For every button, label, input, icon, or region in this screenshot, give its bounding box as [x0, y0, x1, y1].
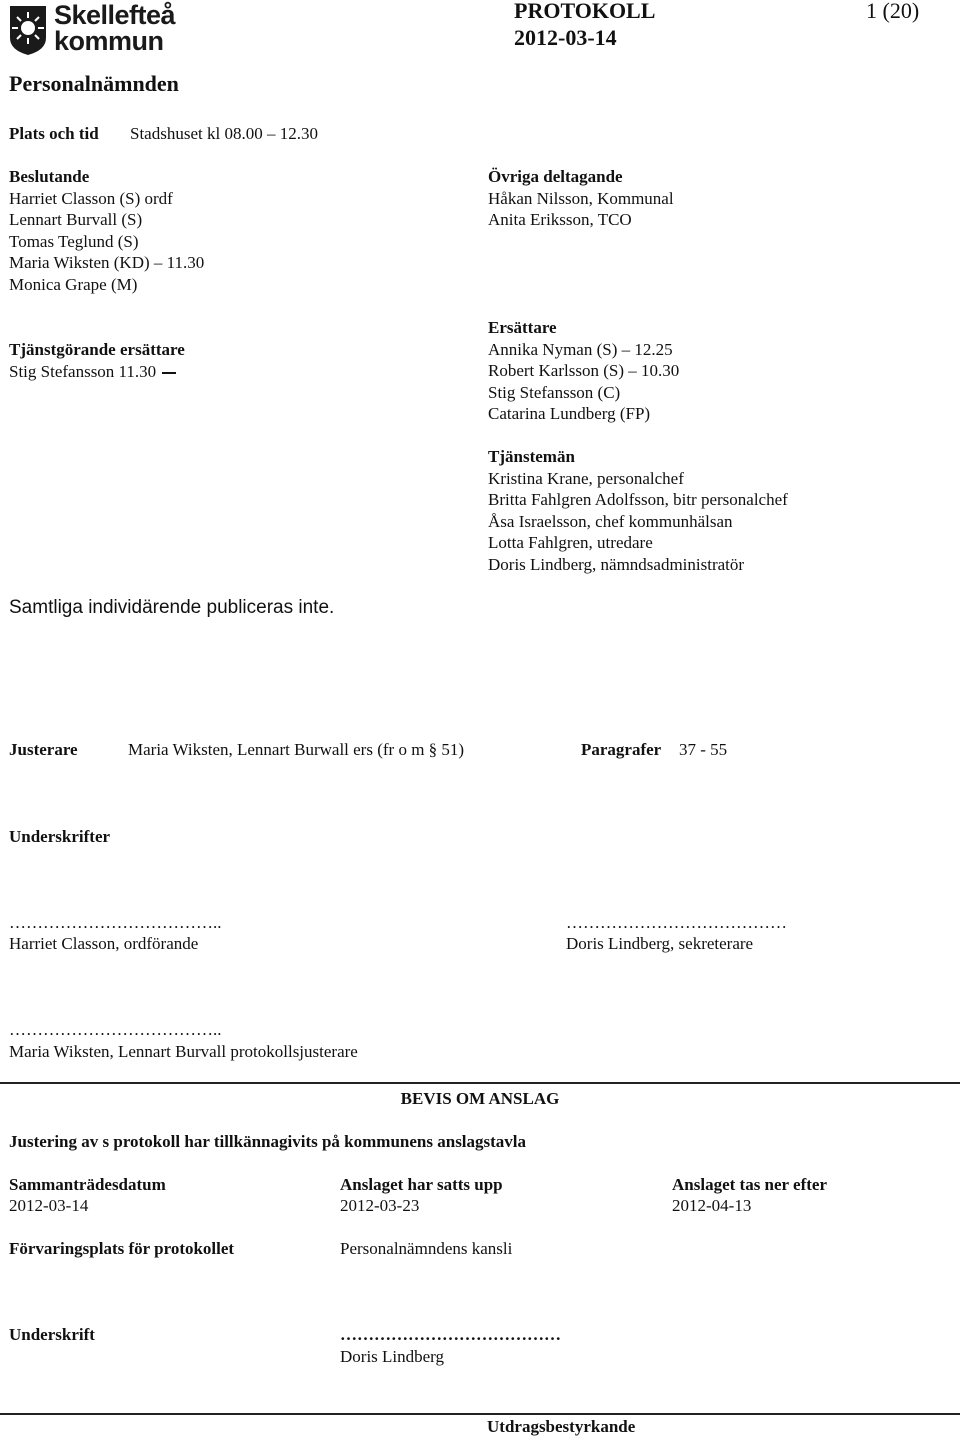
tjanstgorande-section [9, 339, 185, 382]
doc-type: PROTOKOLL [514, 0, 656, 23]
tjanstemen-member: Doris Lindberg, nämndsadministratör [488, 554, 745, 574]
beslutande-member: Maria Wiksten (KD) – 11.30 [9, 253, 205, 272]
ovriga-heading: Övriga deltagande [488, 167, 623, 186]
tjanstemen-member: Kristina Krane, personalchef [488, 468, 684, 488]
anslaget-upp-label: Anslaget har satts upp [340, 1175, 503, 1194]
logo-wordmark [54, 2, 175, 54]
doc-date: 2012-03-14 [514, 25, 617, 50]
signature-name-right: Doris Lindberg, sekreterare [566, 934, 754, 953]
page-number: 1 (20) [866, 0, 920, 23]
ersattare-member: Annika Nyman (S) – 12.25 [488, 339, 673, 359]
anslaget-ner-value: 2012-04-13 [672, 1196, 752, 1215]
tjanstgorande-value: Stig Stefansson 11.30 [9, 361, 157, 381]
ersattare-member: Robert Karlsson (S) – 10.30 [488, 361, 680, 380]
publication-notice: Samtliga individärende publiceras inte. [9, 597, 335, 618]
anslaget-upp-value: 2012-03-23 [340, 1196, 420, 1215]
underskrift-line: ………………………………… [340, 1325, 561, 1344]
justerare-label: Justerare [9, 740, 78, 759]
sammantradesdatum-label: Sammanträdesdatum [9, 1175, 166, 1194]
tjanstgorande-heading: Tjänstgörande ersättare [9, 340, 185, 359]
paragrafer-value: 37 - 55 [679, 740, 728, 759]
ovriga-member: Håkan Nilsson, Kommunal [488, 188, 674, 208]
ersattare-heading: Ersättare [488, 318, 557, 337]
ersattare-member: Stig Stefansson (C) [488, 382, 621, 402]
organ-title: Personalnämnden [9, 71, 179, 96]
divider-top [0, 1082, 960, 1084]
underskrift-name: Doris Lindberg [340, 1347, 445, 1366]
ovriga-member: Anita Eriksson, TCO [488, 210, 632, 229]
anslaget-ner-label: Anslaget tas ner efter [672, 1175, 828, 1194]
dash-mark [162, 372, 176, 374]
signature-line-right: ………………………………… [566, 913, 787, 932]
underskrift-label: Underskrift [9, 1325, 95, 1344]
ovriga-section [488, 166, 674, 231]
logo-line-1: Skellefteå [54, 0, 176, 30]
bevis-statement: Justering av s protokoll har tillkännagivits på kommunens anslagstavla [9, 1132, 527, 1151]
tjanstemen-member: Åsa Israelsson, chef kommunhälsan [488, 511, 733, 531]
divider-bottom [0, 1413, 960, 1415]
tjanstemen-member: Lotta Fahlgren, utredare [488, 533, 653, 552]
signature-line-left: ……………………………….. [9, 913, 222, 932]
beslutande-member: Tomas Teglund (S) [9, 231, 139, 251]
forvaring-label: Förvaringsplats för protokollet [9, 1239, 235, 1258]
municipality-logo [8, 2, 190, 58]
plats-value: Stadshuset kl 08.00 – 12.30 [130, 124, 318, 143]
underskrifter-heading: Underskrifter [9, 827, 111, 846]
utdragsbestyrkande-label: Utdragsbestyrkande [487, 1417, 636, 1436]
tjanstemen-member: Britta Fahlgren Adolfsson, bitr personalchef [488, 490, 788, 509]
signature-name-left: Harriet Classon, ordförande [9, 934, 199, 953]
signature-line-bottom: ……………………………….. [9, 1020, 222, 1039]
beslutande-member: Monica Grape (M) [9, 274, 138, 294]
tjanstemen-heading: Tjänstemän [488, 447, 575, 466]
beslutande-member: Lennart Burvall (S) [9, 210, 143, 229]
justerare-value: Maria Wiksten, Lennart Burwall ers (fr o m § 51) [128, 740, 465, 759]
beslutande-member: Harriet Classon (S) ordf [9, 188, 173, 208]
ersattare-member: Catarina Lundberg (FP) [488, 404, 651, 423]
bevis-heading: BEVIS OM ANSLAG [400, 1089, 560, 1108]
ersattare-section [488, 317, 679, 425]
beslutande-heading: Beslutande [9, 167, 90, 186]
sun-emblem-icon [8, 4, 48, 56]
sammantradesdatum-value: 2012-03-14 [9, 1196, 89, 1215]
forvaring-value: Personalnämndens kansli [340, 1239, 513, 1258]
logo-line-2: kommun [54, 26, 164, 56]
paragrafer-label: Paragrafer [581, 740, 662, 759]
signature-name-bottom: Maria Wiksten, Lennart Burvall protokollsjusterare [9, 1042, 358, 1061]
tjanstemen-section [488, 446, 788, 575]
plats-label: Plats och tid [9, 124, 99, 143]
beslutande-section [9, 166, 204, 295]
